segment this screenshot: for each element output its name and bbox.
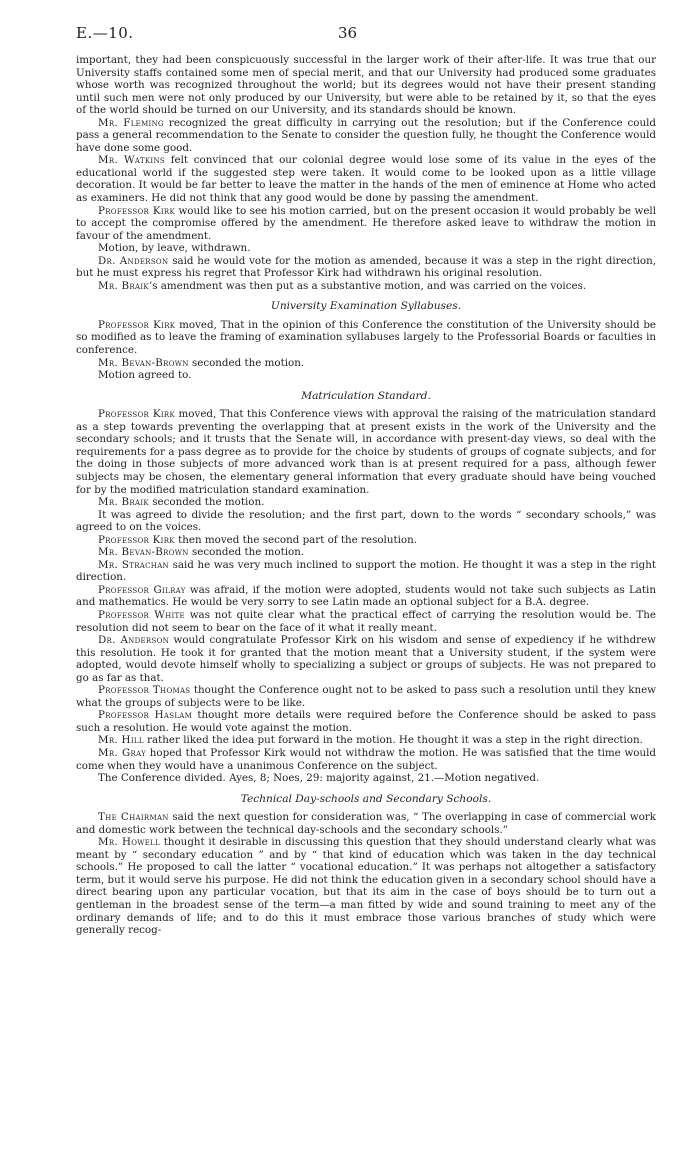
paragraph-text: rather liked the idea put forward in the motion. He thought it was a step in the right direction. [143,734,643,747]
paragraph [76,534,656,547]
speaker-name: Dr. Anderson [98,634,170,647]
section-heading: Matriculation Standard. [301,389,431,402]
speaker-name: Mr. Braik [98,279,149,292]
paragraph [76,709,656,734]
paragraph-text: important, they had been conspicuously successful in the larger work of their after-life. It was true that our University staffs contained some men of special merit, and that our University had produced some graduates whose worth was recognized throughout the world; but its degrees would not have their present standing until such men were not only produced by our University, but were able to be retained by it, so that the eyes of the world should be turned on our University, and its standards should be known. [76,54,656,117]
paragraph [76,357,656,370]
speaker-name: Professor Haslam [98,709,193,722]
paragraph-text: It was agreed to divide the resolution; and the first part, down to the words “ secondary schools,” was agreed to on the voices. [76,508,656,534]
speaker-name: Mr. Hill [98,734,144,747]
paragraph [76,319,656,357]
paragraph-text: hoped that Professor Kirk would not withdraw the motion. He was satisfied that the time would come when they would have a unanimous Conference on the subject. [76,746,656,772]
paragraph-text: would congratulate Professor Kirk on his wisdom and sense of expediency if he withdrew this resolution. He took it for granted that the motion meant that a University student, if the system were adopted, would devote himself wholly to specializing a subject or groups of subjects. He was not prepared to go as far as that. [76,634,656,684]
paragraph [76,496,656,509]
speaker-name: Professor Thomas [98,684,191,697]
paragraph-text: moved, That this Conference views with approval the raising of the matriculation standard as a step towards preventing the overlapping that at present exists in the work of the University and the secondary schools; and it trusts that the Senate will, in accordance with present-day views, so deal with the requirements for a pass degree as to provide for the choice by students of groups of cognate subjects, and for the doing in those subjects of more advanced work than is at present required for a pass, although fewer subjects may be chosen, the elementary general information that every graduate should have being vouched for by the modified matriculation standard examination. [76,408,657,496]
paragraph-text: The Conference divided. Ayes, 8; Noes, 29: majority against, 21.—Motion negatived. [98,772,540,785]
paragraph-text: recognized the great difficulty in carrying out the resolution; but if the Conference could pass a general recommendation to the Senate to consider the question fully, he thought the Conference would have done some good. [76,116,656,154]
document-reference: E.—10. [76,24,134,42]
speaker-name: Professor Kirk [98,318,176,331]
speaker-name: Mr. Fleming [98,116,164,129]
paragraph-text: Motion agreed to. [98,369,192,382]
paragraph-text: would like to see his motion carried, but on the present occasion it would probably be well to accept the compromise offered by the amendment. He therefore asked leave to withdraw the motion in favour of the amendment. [76,204,657,242]
speaker-name: Mr. Gray [98,746,147,759]
speaker-name: Mr. Watkins [98,154,165,167]
paragraph [76,369,656,382]
paragraph-text: was afraid, if the motion were adopted, students would not take such subjects as Latin and mathematics. He would be very sorry to see Latin made an optional subject for a B.A. degree. [76,583,656,609]
speaker-name: Dr. Anderson [98,254,169,267]
paragraph [76,205,656,243]
paragraph-text: seconded the motion. [148,496,265,509]
speaker-name: Mr. Bevan-Brown [98,356,189,369]
paragraph [76,734,656,747]
speaker-name: Mr. Braik [98,496,149,509]
page-number: 36 [338,24,358,42]
paragraph-text: Motion, by leave, withdrawn. [98,242,251,255]
paragraph [76,747,656,772]
paragraph [76,584,656,609]
paragraph [76,811,656,836]
speaker-name: Mr. Bevan-Brown [98,546,189,559]
section-heading: University Examination Syllabuses. [270,300,462,313]
paragraph-text: was not quite clear what the practical effect of carrying the resolution would be. The resolution did not seem to bear on the face of it what it really meant. [76,608,657,634]
paragraph-text: then moved the second part of the resolution. [174,533,418,546]
document-body [76,54,656,937]
speaker-name: Professor White [98,608,185,621]
paragraph-text: said he would vote for the motion as amended, because it was a step in the right direction, but he must express his regret that Professor Kirk had withdrawn his original resolution. [76,254,656,280]
paragraph [76,772,656,785]
speaker-name: Mr. Howell [98,836,161,849]
paragraph [76,559,656,584]
paragraph-text: seconded the motion. [188,356,305,369]
paragraph-text: moved, That in the opinion of this Conference the constitution of the University should be so modified as to leave the framing of examination syllabuses largely to the Professorial Boards or faculties in conference. [76,318,656,357]
speaker-name: The Chairman [98,811,169,824]
paragraph-text: thought the Conference ought not to be asked to pass such a resolution until they knew what the groups of subjects were to be like. [76,684,656,709]
paragraph-text: seconded the motion. [188,546,305,559]
paragraph [76,609,656,634]
paragraph [76,54,656,117]
speaker-name: Professor Kirk [98,408,176,421]
paragraph [76,546,656,559]
paragraph-text: said the next question for consideration was, “ The overlapping in case of commercial work and domestic work between the technical day-schools and the secondary schools.” [76,811,656,836]
paragraph [76,242,656,255]
speaker-name: Professor Kirk [98,533,175,546]
page-header [76,24,656,46]
paragraph [76,836,656,936]
speaker-name: Mr. Strachan [98,558,169,571]
speaker-name: Professor Gilray [98,583,186,596]
paragraph-text: thought more details were required before the Conference should be asked to pass such a resolution. He would vote against the motion. [76,709,656,734]
paragraph [76,255,656,280]
paragraph [76,117,656,155]
paragraph-text: said he was very much inclined to support the motion. He thought it was a step in the right direction. [76,558,656,584]
paragraph [76,684,656,709]
paragraph-text: thought it desirable in discussing this question that they should understand clearly what was meant by “ secondary education ” and by “ that kind of education which was taken in the day technical schools.” He proposed to call the latter “ vocational education.” It was perhaps not altogether a satisfactory term, but it would serve his purpose. He did not think the education given in a secondary school should have a direct bearing upon any particular vocation, but that its aim in the case of boys should be to turn out a gentleman in the broadest sense of the term—a man fitted by wide and sound training to meet any of the ordinary demands of life; and to do this it must embrace those various branches of study which were generally recog- [76,836,656,937]
paragraph [76,280,656,293]
paragraph [76,154,656,204]
paragraph-text: ’s amendment was then put as a substantive motion, and was carried on the voices. [148,279,587,292]
paragraph-text: felt convinced that our colonial degree would lose some of its value in the eyes of the educational world if the suggested step were taken. It would come to be looked upon as a little village decoration. It would be far better to leave the matter in the hands of the men of eminence at Home who acted as examiners. He did not think that any good would be done by passing the amendment. [76,154,656,205]
paragraph [76,509,656,534]
section-heading: Technical Day-schools and Secondary Schools. [240,792,492,805]
speaker-name: Professor Kirk [98,204,176,217]
paragraph [76,634,656,684]
paragraph [76,408,656,496]
